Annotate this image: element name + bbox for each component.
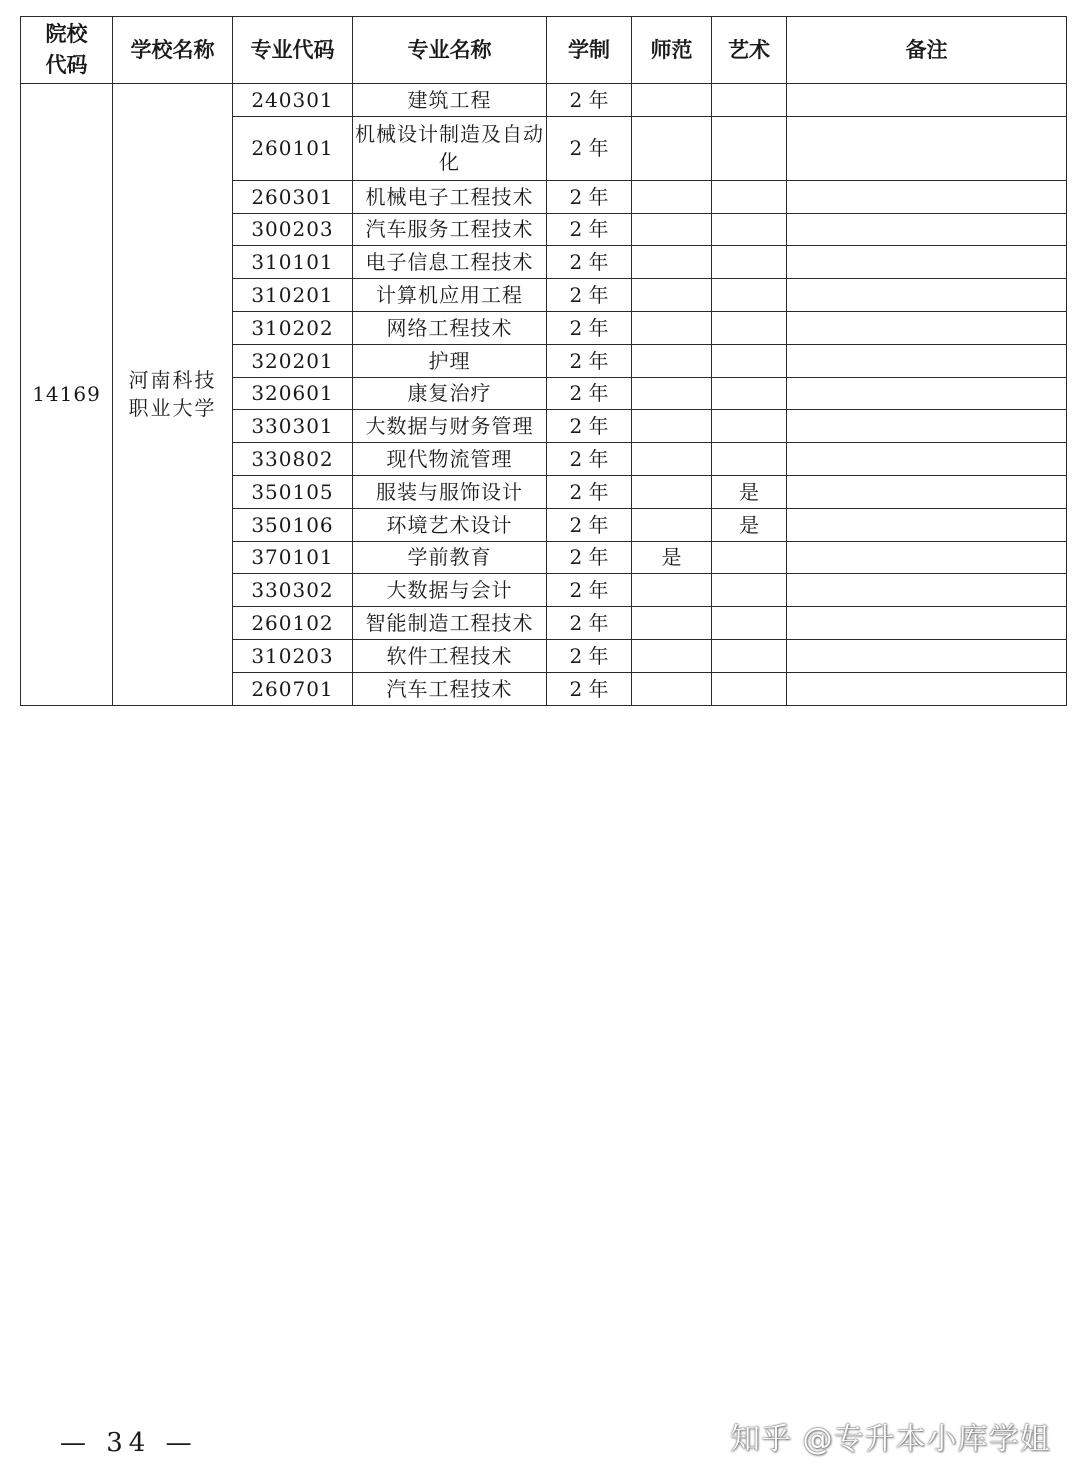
normal-flag-cell [632,672,712,705]
normal-flag-cell [632,311,712,344]
major-code-cell: 260102 [233,607,353,640]
remark-cell [787,344,1067,377]
remark-cell [787,410,1067,443]
normal-flag-cell [632,639,712,672]
major-name-cell: 康复治疗 [353,377,547,410]
header-art: 艺术 [712,17,787,84]
normal-flag-cell [632,213,712,246]
art-flag-cell [712,180,787,213]
duration-cell: 2 年 [547,180,632,213]
major-code-cell: 330302 [233,574,353,607]
remark-cell [787,672,1067,705]
art-flag-cell [712,116,787,180]
duration-cell: 2 年 [547,508,632,541]
art-flag-cell [712,377,787,410]
normal-flag-cell [632,607,712,640]
table-row [21,84,1067,117]
remark-cell [787,443,1067,476]
art-flag-cell [712,344,787,377]
major-code-cell: 310101 [233,246,353,279]
major-name-cell: 汽车工程技术 [353,672,547,705]
major-code-cell: 350106 [233,508,353,541]
art-flag-cell [712,410,787,443]
major-name-cell: 建筑工程 [353,84,547,117]
header-school-name: 学校名称 [113,17,233,84]
major-name-cell: 计算机应用工程 [353,279,547,312]
duration-cell: 2 年 [547,443,632,476]
major-name-cell: 护理 [353,344,547,377]
duration-cell: 2 年 [547,279,632,312]
normal-flag-cell [632,246,712,279]
major-code-cell: 370101 [233,541,353,574]
major-name-cell: 机械设计制造及自动化 [353,116,547,180]
major-name-cell: 电子信息工程技术 [353,246,547,279]
art-flag-cell: 是 [712,508,787,541]
remark-cell [787,116,1067,180]
major-code-cell: 310201 [233,279,353,312]
major-code-cell: 320201 [233,344,353,377]
major-code-cell: 330802 [233,443,353,476]
header-duration: 学制 [547,17,632,84]
major-name-cell: 软件工程技术 [353,639,547,672]
remark-cell [787,574,1067,607]
art-flag-cell [712,443,787,476]
header-school-code: 院校代码 [21,17,113,84]
remark-cell [787,541,1067,574]
duration-cell: 2 年 [547,246,632,279]
art-flag-cell [712,574,787,607]
major-code-cell: 320601 [233,377,353,410]
duration-cell: 2 年 [547,574,632,607]
school-name-cell: 河南科技职业大学 [113,84,233,706]
major-code-cell: 260701 [233,672,353,705]
duration-cell: 2 年 [547,607,632,640]
remark-cell [787,475,1067,508]
major-name-cell: 现代物流管理 [353,443,547,476]
page-number: — 34 — [60,1428,198,1458]
art-flag-cell: 是 [712,475,787,508]
duration-cell: 2 年 [547,475,632,508]
duration-cell: 2 年 [547,377,632,410]
normal-flag-cell [632,180,712,213]
art-flag-cell [712,672,787,705]
header-major-name: 专业名称 [353,17,547,84]
remark-cell [787,311,1067,344]
major-name-cell: 环境艺术设计 [353,508,547,541]
remark-cell [787,607,1067,640]
major-code-cell: 330301 [233,410,353,443]
major-code-cell: 260301 [233,180,353,213]
art-flag-cell [712,279,787,312]
major-name-cell: 机械电子工程技术 [353,180,547,213]
normal-flag-cell [632,116,712,180]
duration-cell: 2 年 [547,639,632,672]
major-code-cell: 300203 [233,213,353,246]
remark-cell [787,180,1067,213]
duration-cell: 2 年 [547,116,632,180]
art-flag-cell [712,639,787,672]
major-code-cell: 310203 [233,639,353,672]
watermark: 知乎 @专升本小库学姐 [730,1422,1051,1457]
normal-flag-cell [632,279,712,312]
major-code-cell: 350105 [233,475,353,508]
duration-cell: 2 年 [547,344,632,377]
remark-cell [787,213,1067,246]
remark-cell [787,246,1067,279]
art-flag-cell [712,541,787,574]
major-code-cell: 240301 [233,84,353,117]
major-name-cell: 学前教育 [353,541,547,574]
duration-cell: 2 年 [547,213,632,246]
art-flag-cell [712,311,787,344]
normal-flag-cell [632,574,712,607]
major-code-cell: 310202 [233,311,353,344]
table-body [21,84,1067,706]
header-remark: 备注 [787,17,1067,84]
major-name-cell: 网络工程技术 [353,311,547,344]
major-name-cell: 汽车服务工程技术 [353,213,547,246]
duration-cell: 2 年 [547,84,632,117]
art-flag-cell [712,84,787,117]
duration-cell: 2 年 [547,672,632,705]
majors-table [20,16,1067,706]
art-flag-cell [712,213,787,246]
normal-flag-cell [632,410,712,443]
normal-flag-cell: 是 [632,541,712,574]
art-flag-cell [712,246,787,279]
duration-cell: 2 年 [547,541,632,574]
normal-flag-cell [632,377,712,410]
school-code-cell: 14169 [21,84,113,706]
art-flag-cell [712,607,787,640]
header-normal: 师范 [632,17,712,84]
header-row [21,17,1067,84]
duration-cell: 2 年 [547,311,632,344]
major-name-cell: 服装与服饰设计 [353,475,547,508]
duration-cell: 2 年 [547,410,632,443]
normal-flag-cell [632,84,712,117]
major-code-cell: 260101 [233,116,353,180]
remark-cell [787,377,1067,410]
normal-flag-cell [632,508,712,541]
remark-cell [787,639,1067,672]
remark-cell [787,279,1067,312]
major-name-cell: 大数据与财务管理 [353,410,547,443]
normal-flag-cell [632,344,712,377]
major-name-cell: 智能制造工程技术 [353,607,547,640]
normal-flag-cell [632,443,712,476]
header-major-code: 专业代码 [233,17,353,84]
normal-flag-cell [632,475,712,508]
remark-cell [787,84,1067,117]
major-name-cell: 大数据与会计 [353,574,547,607]
remark-cell [787,508,1067,541]
